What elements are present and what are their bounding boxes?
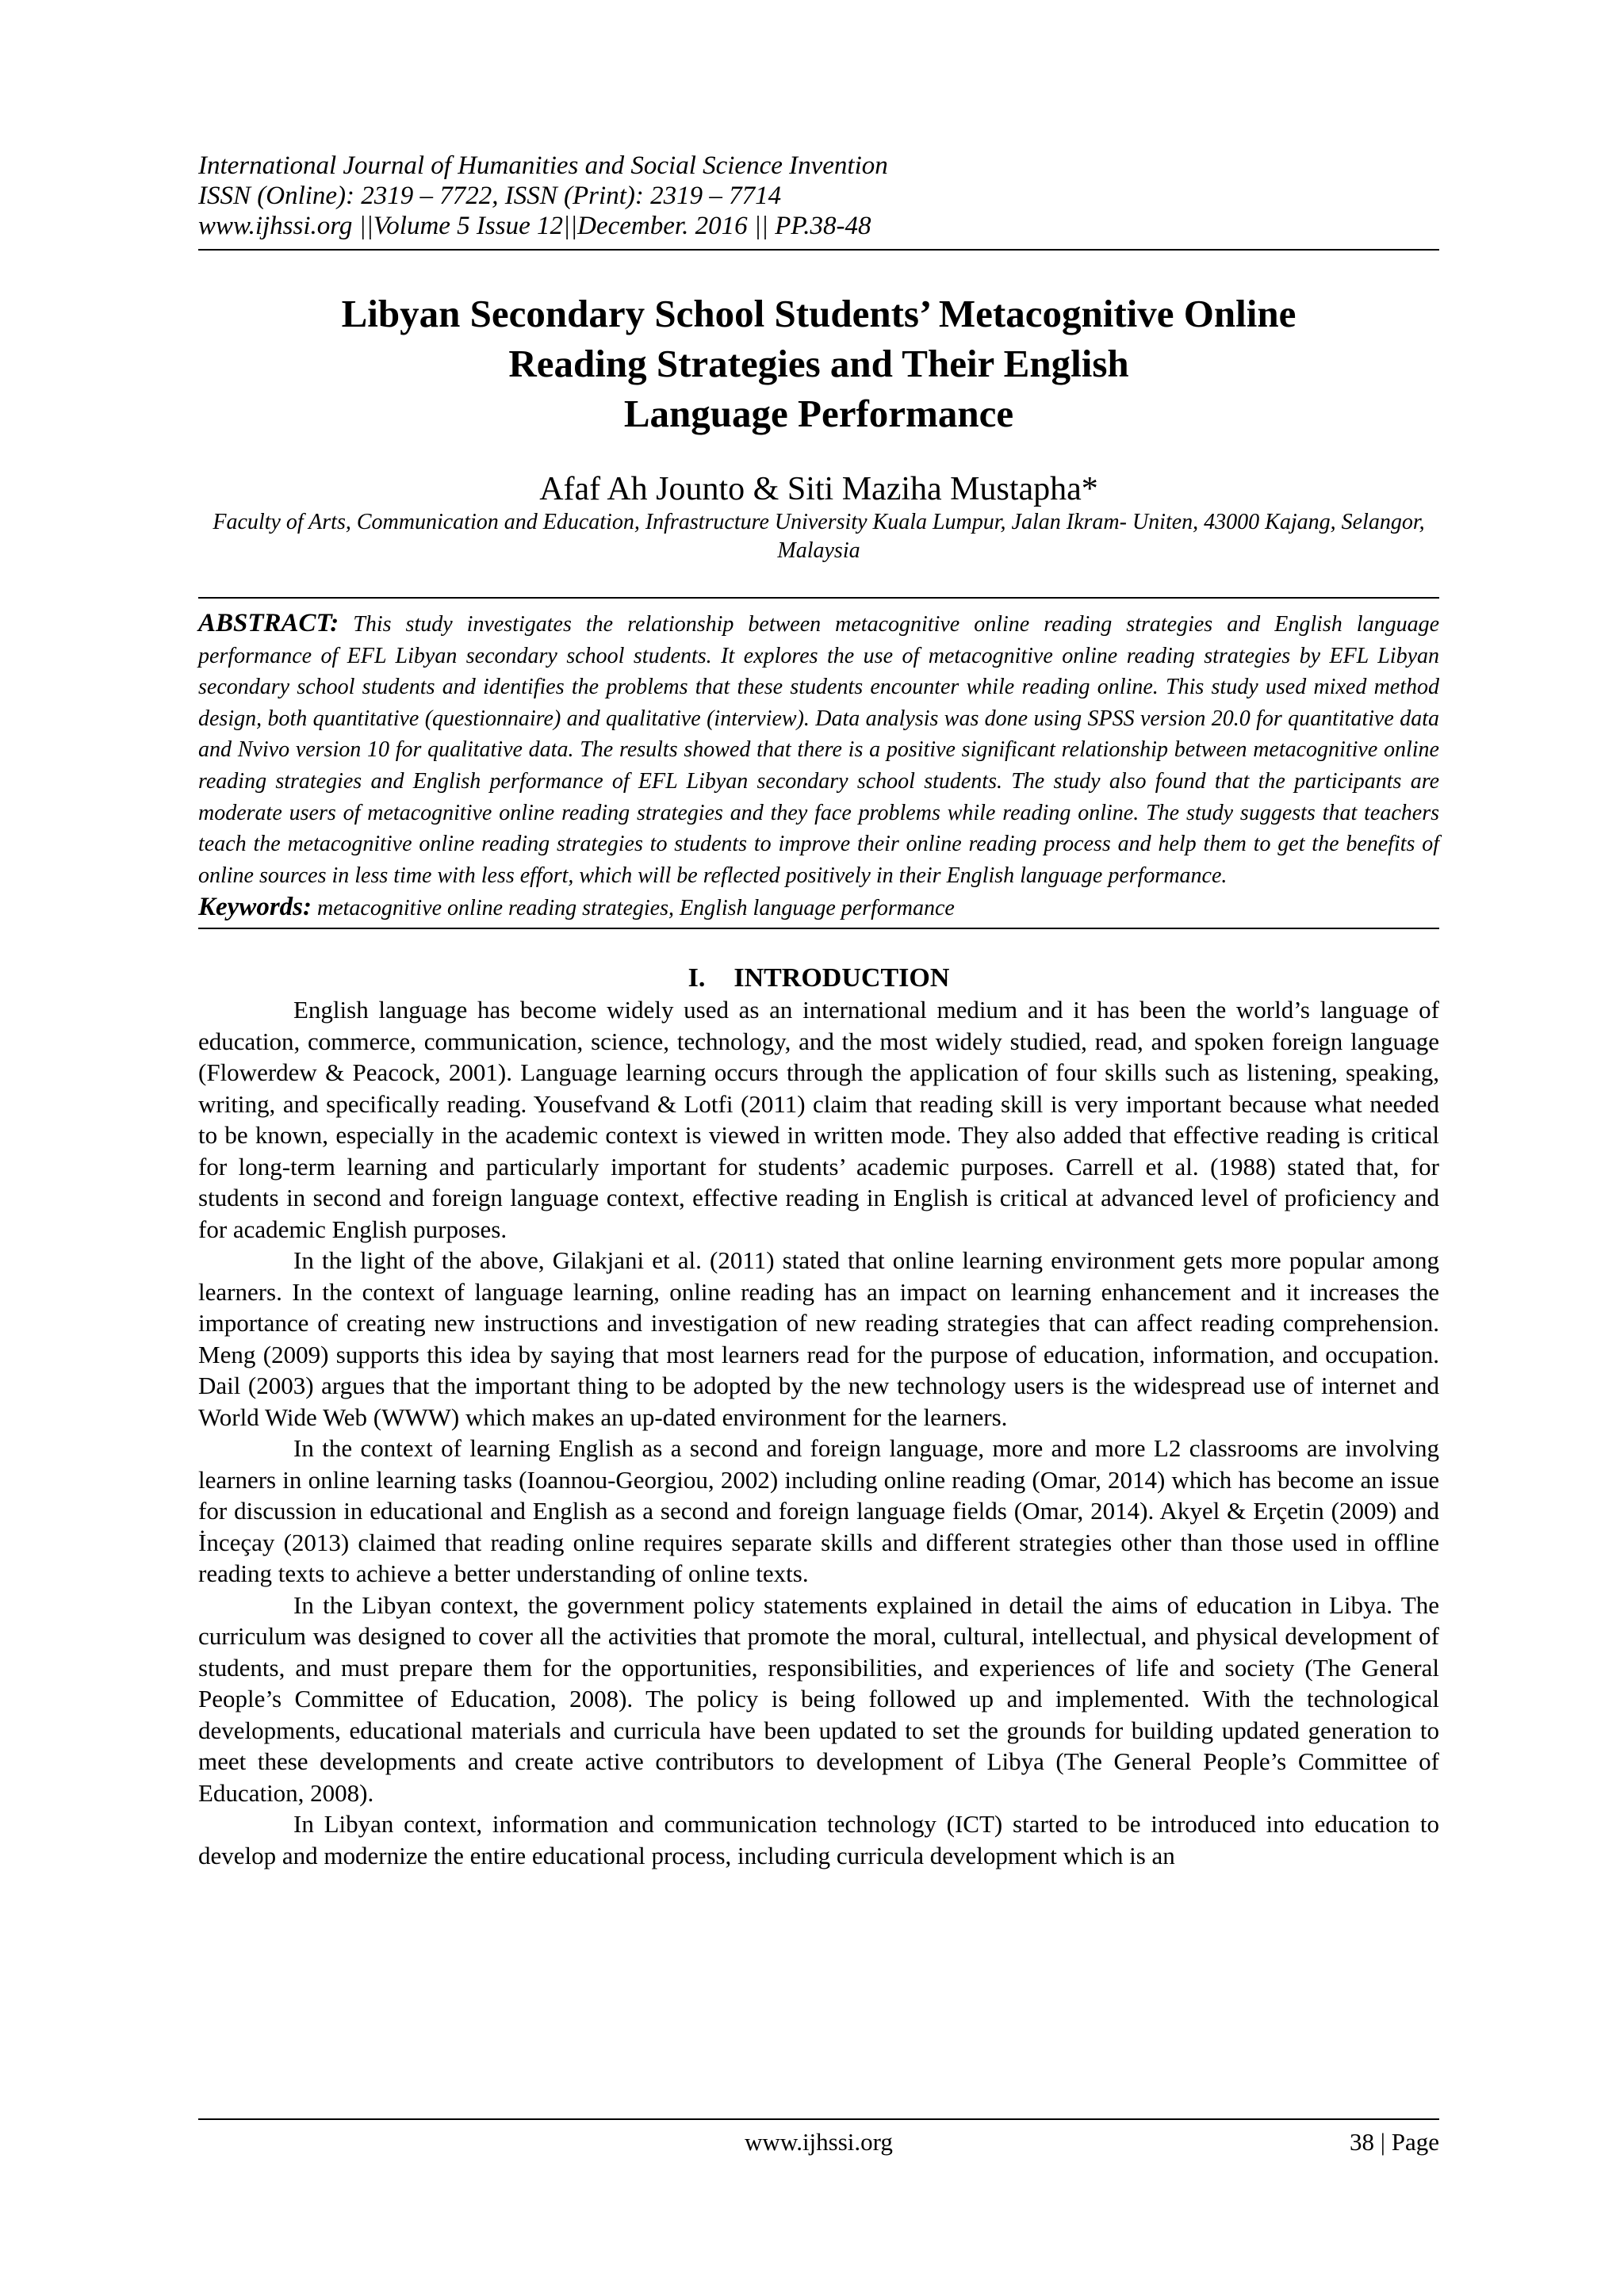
author-affiliation: Faculty of Arts, Communication and Education, Infrastructure University Kuala Lumpur, Jalan Ikram- Uniten, 43000 Kajang, Selangor, Malaysia xyxy=(213,510,1425,563)
journal-name: International Journal of Humanities and Social Science Invention xyxy=(198,151,888,180)
title-line: Libyan Secondary School Students’ Metacognitive Online xyxy=(341,292,1297,335)
section-heading xyxy=(198,962,1439,994)
paper-title xyxy=(198,289,1439,438)
keywords-label: Keywords: xyxy=(198,893,312,922)
body-paragraph: In the light of the above, Gilakjani et al. (2011) stated that online learning environment gets more popular among learners. In the context of language learning, online reading has an impact on learning enhancement and it increases the importance of creating new instructions and investigation of new reading strategies that can affect reading comprehension. Meng (2009) supports this idea by saying that most learners read for the purpose of education, information, and occupation. Dail (2003) argues that the important thing to be adopted by the new technology users is the widespread use of internet and World Wide Web (WWW) which makes an up-dated environment for the learners. xyxy=(198,1246,1439,1431)
journal-issn: ISSN (Online): 2319 – 7722, ISSN (Print): 2319 – 7714 xyxy=(198,182,782,210)
body-paragraph: English language has become widely used as an international medium and it has been the world’s language of education, commerce, communication, science, technology, and the most widely studied, read, and spoken foreign language (Flowerdew & Peacock, 2001). Language learning occurs through the application of four skills such as listening, speaking, writing, and specifically reading. Yousefvand & Lotfi (2011) claim that reading skill is very important because what needed to be known, especially in the academic context is viewed in written mode. They also added that effective reading is critical for long-term learning and particularly important for students’ academic purposes. Carrell et al. (1988) stated that, for students in second and foreign language context, effective reading in English is critical at advanced level of proficiency and for academic English purposes. xyxy=(198,996,1439,1243)
section-title: INTRODUCTION xyxy=(733,963,950,993)
abstract-text: This study investigates the relationship between metacognitive online reading strategies and English language performance of EFL Libyan secondary school students. It explores the use of metacognitive online reading strategies by EFL Libyan secondary school students and identifies the problems that these students encounter while reading online. This study used mixed method design, both quantitative (questionnaire) and qualitative (interview). Data analysis was done using SPSS version 20.0 for quantitative data and Nvivo version 10 for qualitative data. The results showed that there is a positive significant relationship between metacognitive online reading strategies and English performance of EFL Libyan secondary school students. The study also found that the participants are moderate users of metacognitive online reading strategies and they face problems while reading online. The study suggests that teachers teach the metacognitive online reading strategies to students to improve their online reading process and help them to get the benefits of online sources in less time with less effort, which will be reflected positively in their English language performance. xyxy=(198,612,1439,888)
body-paragraph: In the Libyan context, the government policy statements explained in detail the aims of education in Libya. The curriculum was designed to cover all the activities that promote the moral, cultural, intellectual, and physical development of students, and must prepare them for the opportunities, responsibilities, and experiences of life and society (The General People’s Committee of Education, 2008). The policy is being followed up and implemented. With the technological developments, educational materials and curricula have been updated to set the grounds for building updated generation to meet these developments and create active contributors to development of Libya (The General People’s Committee of Education, 2008). xyxy=(198,1590,1439,1807)
title-line: Reading Strategies and Their English xyxy=(508,342,1129,385)
body-paragraph: In the context of learning English as a second and foreign language, more and more L2 classrooms are involving learners in online learning tasks (Ioannou-Georgiou, 2002) including online reading (Omar, 2014) which has become an issue for discussion in educational and English as a second and foreign language fields (Omar, 2014). Akyel & Erçetin (2009) and İnceçay (2013) claimed that reading online requires separate skills and different strategies other than those used in offline reading texts to achieve a better understanding of online texts. xyxy=(198,1434,1439,1588)
journal-header xyxy=(198,151,1439,241)
header-rule xyxy=(198,249,1439,251)
abstract-label: ABSTRACT: xyxy=(198,609,339,637)
body-paragraph: In Libyan context, information and communication technology (ICT) started to be introduced into education to develop and modernize the entire educational process, including curricula development which is an xyxy=(198,1810,1439,1869)
abstract-section xyxy=(198,597,1439,929)
paper-authors: Afaf Ah Jounto & Siti Maziha Mustapha* xyxy=(539,471,1098,507)
abstract-paragraph xyxy=(198,608,1439,891)
title-line: Language Performance xyxy=(623,392,1014,435)
footer-page-number: 38 | Page xyxy=(1350,2128,1439,2156)
section-number: I. xyxy=(688,963,706,993)
body-text xyxy=(198,994,1439,1871)
journal-volume: www.ijhssi.org ||Volume 5 Issue 12||December. 2016 || PP.38-48 xyxy=(198,212,871,240)
footer-site: www.ijhssi.org xyxy=(745,2128,893,2156)
page-footer xyxy=(198,2118,1439,2155)
keywords-text: metacognitive online reading strategies, English language performance xyxy=(317,896,955,921)
paper-page xyxy=(198,151,1439,1871)
keywords-line xyxy=(198,891,1439,924)
